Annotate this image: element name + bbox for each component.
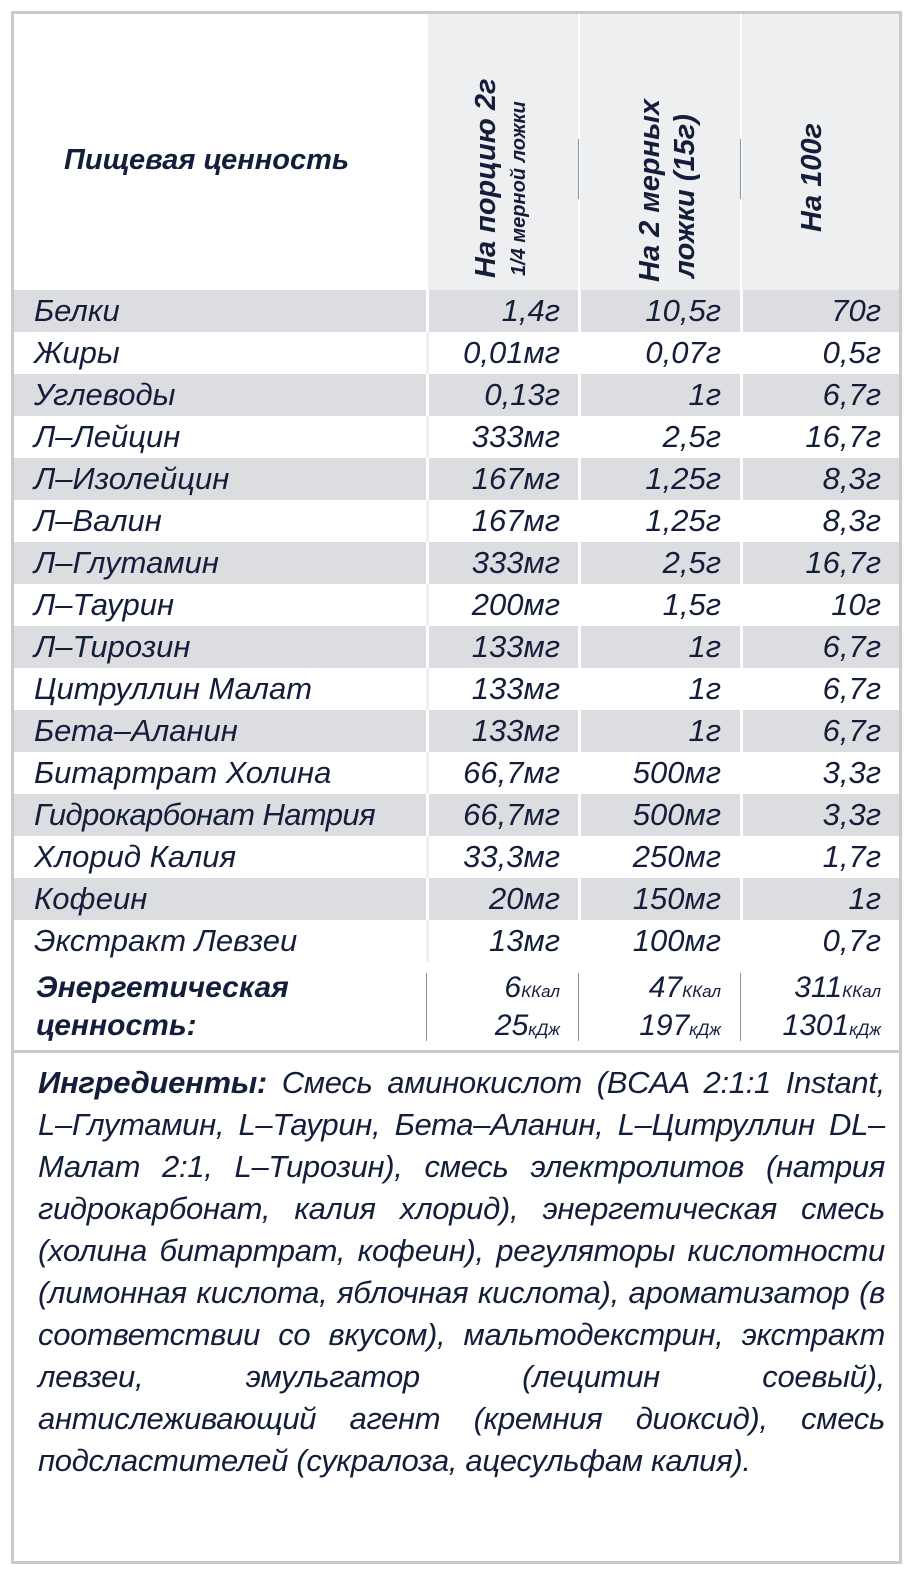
table-row: [14, 374, 899, 416]
row-name: Белки: [34, 293, 120, 328]
row-value-serving: 0,13г: [484, 377, 560, 412]
row-value-two-scoops: 250мг: [632, 839, 721, 874]
row-name: Л–Изолейцин: [34, 461, 230, 496]
energy-value-row: [14, 963, 899, 1050]
row-value-two-scoops: 500мг: [632, 797, 721, 832]
table-row: [14, 668, 899, 710]
row-value-serving: 167мг: [471, 461, 560, 496]
table-row: [14, 878, 899, 920]
energy-divider: [578, 973, 579, 1041]
row-value-100g: 8,3г: [822, 461, 881, 496]
header-divider-tick: [740, 139, 741, 199]
nutrition-label: [11, 11, 902, 1564]
row-value-100g: 8,3г: [822, 503, 881, 538]
row-value-serving: 20мг: [488, 881, 560, 916]
column-1-heading: На порцию 2г: [470, 78, 502, 278]
row-value-serving: 133мг: [471, 671, 560, 706]
row-value-100g: 3,3г: [822, 755, 881, 790]
energy-kcal-100g: 311ККал: [794, 971, 881, 1004]
row-value-100g: 16,7г: [805, 419, 881, 454]
row-value-two-scoops: 1г: [688, 713, 721, 748]
ingredients-divider: [14, 1050, 899, 1053]
table-row: [14, 584, 899, 626]
row-name: Цитруллин Малат: [34, 671, 313, 706]
row-value-100g: 6,7г: [822, 713, 881, 748]
row-value-serving: 66,7мг: [463, 755, 560, 790]
row-value-serving: 333мг: [471, 545, 560, 580]
row-value-two-scoops: 1г: [688, 671, 721, 706]
table-row: [14, 752, 899, 794]
row-value-two-scoops: 1г: [688, 377, 721, 412]
row-name: Кофеин: [34, 881, 148, 916]
row-name: Гидрокарбонат Натрия: [34, 797, 376, 832]
row-value-serving: 333мг: [471, 419, 560, 454]
row-value-100g: 1,7г: [822, 839, 881, 874]
energy-kcal-serving: 6ККал: [504, 971, 560, 1004]
row-name: Экстракт Левзеи: [34, 923, 298, 958]
row-name: Л–Таурин: [34, 587, 174, 622]
row-value-serving: 1,4г: [501, 293, 560, 328]
row-value-two-scoops: 2,5г: [662, 545, 721, 580]
column-header-serving: [428, 14, 578, 290]
row-value-two-scoops: 1,25г: [645, 503, 721, 538]
ingredients-body: Смесь аминокислот (BCAA 2:1:1 Instant, L–Глутамин, L–Таурин, Бета–Аланин, L–Цитруллин DL–Малат 2:1, L–Тирозин), смесь электролитов (натрия гидрокарбонат, калия хлорид), энергетическая смесь (холина битартрат, кофеин), регуляторы кислотности (лимонная кислота, яблочная кислота), ароматизатор (в соответствии со вкусом), мальтодекстрин, экстракт левзеи, эмульгатор (лецитин соевый), антислеживающий агент (кремния диоксид), смесь подсластителей (сукралоза, ацесульфам калия).: [38, 1065, 885, 1478]
row-value-100g: 10г: [831, 587, 881, 622]
row-name: Хлорид Калия: [34, 839, 237, 874]
row-value-serving: 0,01мг: [463, 335, 560, 370]
row-value-serving: 66,7мг: [463, 797, 560, 832]
table-row: [14, 626, 899, 668]
table-row: [14, 542, 899, 584]
row-value-two-scoops: 1г: [688, 629, 721, 664]
row-value-serving: 200мг: [471, 587, 560, 622]
header-divider-tick: [578, 139, 579, 199]
ingredients-text: [38, 1062, 885, 1482]
table-row: [14, 500, 899, 542]
table-row: [14, 920, 899, 962]
energy-divider: [740, 973, 741, 1041]
row-value-serving: 13мг: [488, 923, 560, 958]
row-name: Л–Тирозин: [34, 629, 191, 664]
table-row: [14, 836, 899, 878]
energy-label-line-2: ценность:: [36, 1009, 197, 1042]
energy-kj-serving: 25кДж: [494, 1009, 560, 1042]
row-value-100g: 6,7г: [822, 377, 881, 412]
row-name: Л–Глутамин: [34, 545, 219, 580]
table-row: [14, 332, 899, 374]
row-value-two-scoops: 500мг: [632, 755, 721, 790]
row-name: Битартрат Холина: [34, 755, 332, 790]
table-row: [14, 416, 899, 458]
table-row: [14, 290, 899, 332]
row-value-two-scoops: 10,5г: [645, 293, 721, 328]
energy-divider: [426, 973, 427, 1041]
row-value-serving: 167мг: [471, 503, 560, 538]
row-name: Бета–Аланин: [34, 713, 238, 748]
row-value-100g: 1г: [848, 881, 881, 916]
row-value-100g: 0,5г: [822, 335, 881, 370]
energy-kcal-two-scoops: 47ККал: [648, 971, 721, 1004]
table-row: [14, 458, 899, 500]
ingredients-heading: Ингредиенты:: [38, 1065, 267, 1100]
row-name: Углеводы: [34, 377, 176, 412]
row-value-serving: 133мг: [471, 713, 560, 748]
column-1-subheading: 1/4 мерной ложки: [508, 101, 530, 276]
row-value-serving: 133мг: [471, 629, 560, 664]
row-value-two-scoops: 0,07г: [645, 335, 721, 370]
row-value-two-scoops: 1,5г: [662, 587, 721, 622]
row-value-serving: 33,3мг: [463, 839, 560, 874]
row-value-100g: 70г: [831, 293, 881, 328]
column-2-heading: На 2 мерных: [634, 98, 666, 282]
table-row: [14, 794, 899, 836]
row-value-two-scoops: 2,5г: [662, 419, 721, 454]
energy-label-line-1: Энергетическая: [36, 971, 289, 1004]
table-title: Пищевая ценность: [64, 144, 350, 176]
row-value-two-scoops: 150мг: [632, 881, 721, 916]
energy-label: [36, 969, 289, 1045]
table-row: [14, 710, 899, 752]
row-value-100g: 16,7г: [805, 545, 881, 580]
energy-kj-100g: 1301кДж: [782, 1009, 881, 1042]
row-value-100g: 0,7г: [822, 923, 881, 958]
row-value-100g: 6,7г: [822, 671, 881, 706]
row-value-two-scoops: 1,25г: [645, 461, 721, 496]
column-3-heading: На 100г: [796, 123, 828, 232]
row-name: Л–Валин: [34, 503, 162, 538]
row-name: Жиры: [34, 335, 120, 370]
row-value-two-scoops: 100мг: [632, 923, 721, 958]
row-value-100g: 6,7г: [822, 629, 881, 664]
row-value-100g: 3,3г: [822, 797, 881, 832]
table-header: [14, 14, 899, 290]
row-name: Л–Лейцин: [34, 419, 181, 454]
energy-kj-two-scoops: 197кДж: [639, 1009, 721, 1042]
column-2-subheading: ложки (15г): [669, 114, 701, 278]
